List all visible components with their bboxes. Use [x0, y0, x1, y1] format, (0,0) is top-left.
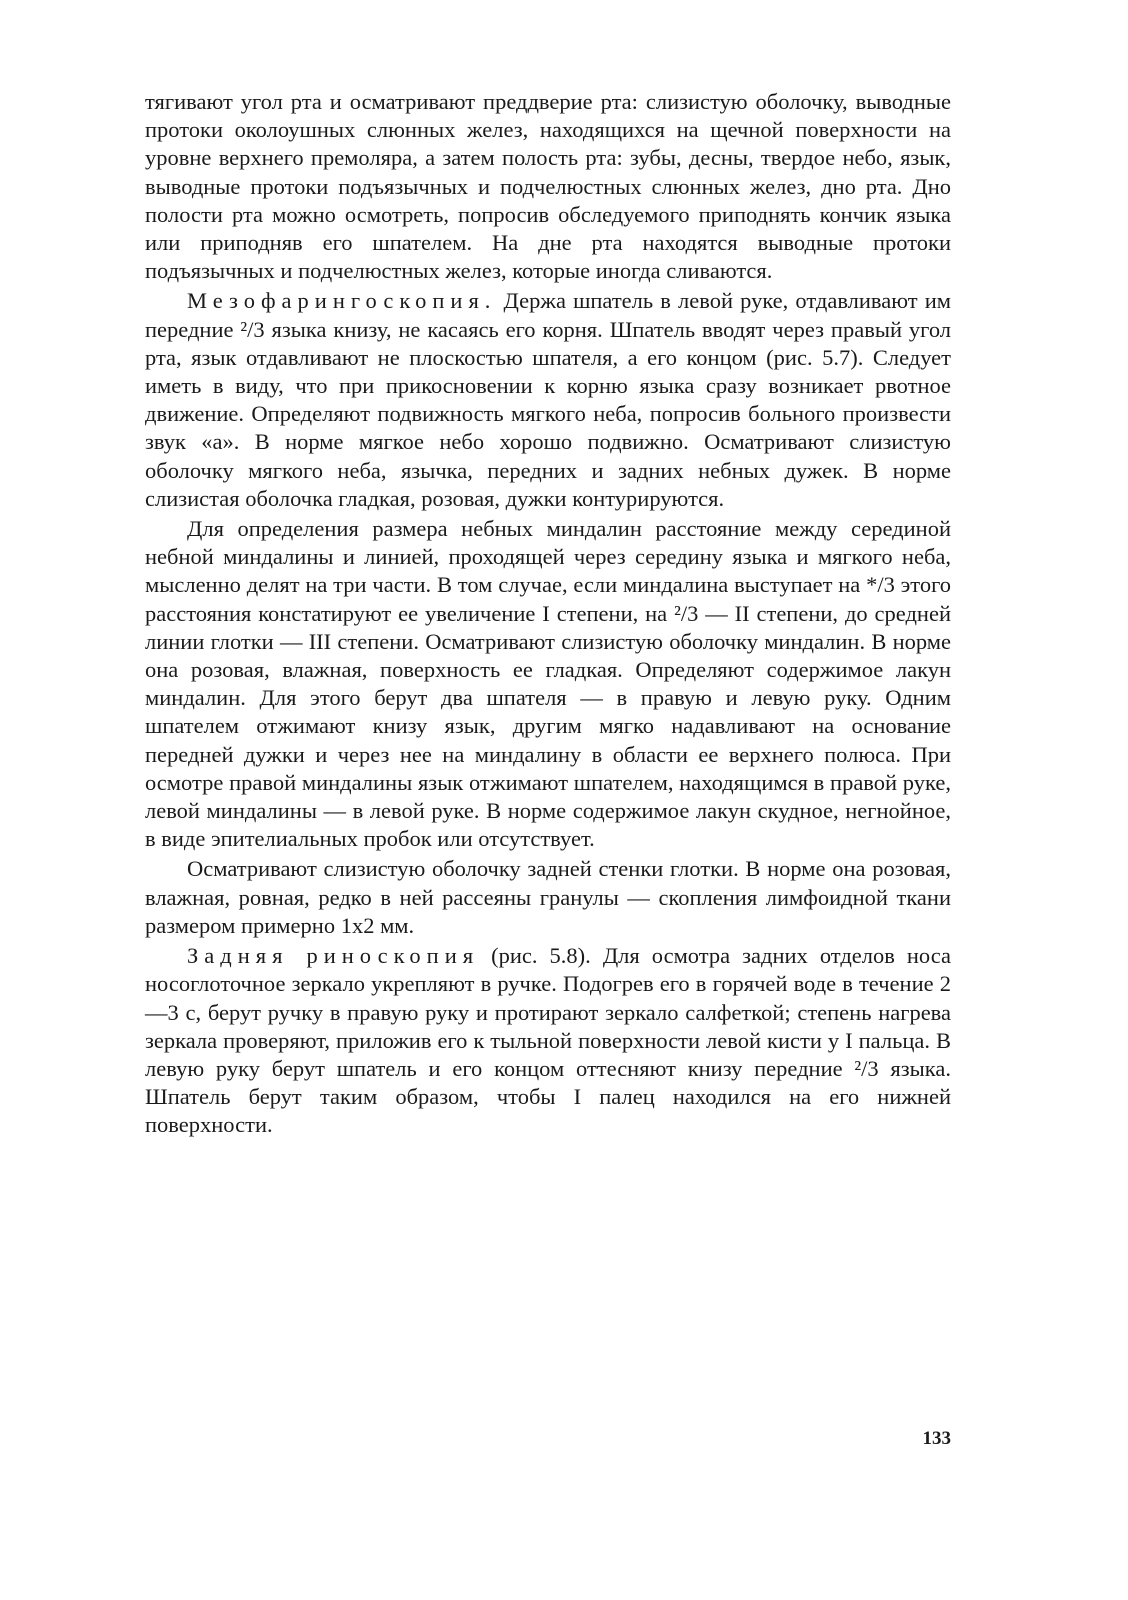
paragraph-tonsil-size [145, 515, 951, 853]
paragraph-posterior-rhinoscopy [145, 942, 951, 1139]
section-term: Задняя риноскопия [187, 943, 480, 969]
paragraph-mesopharyngoscopy [145, 287, 951, 513]
paragraph-text: Для определения размера небных миндалин расстояние между серединой небной миндалины и линией, проходящей через середину языка и мягкого неба, мысленно делят на три части. В том случае, если миндалина выступает на */3 этого расстояния констатируют ее увеличение I степени, на ²/3 — II степени, до средней линии глотки — III степени. Осматривают слизистую оболочку миндалин. В норме она розовая, влажная, поверхность ее гладкая. Определяют содержимое лакун миндалин. Для этого берут два шпателя — в правую и левую руку. Одним шпателем отжимают книзу язык, другим мягко надавливают на основание передней дужки и через нее на миндалину в области ее верхнего полюса. При осмотре правой миндалины язык отжимают шпателем, находящимся в правой руке, левой миндалины — в левой руке. В норме содержимое лакун скудное, негнойное, в виде эпителиальных пробок или отсутствует. [145, 516, 951, 852]
page-number: 133 [922, 1428, 951, 1449]
paragraph-pharynx-wall [145, 855, 951, 940]
paragraph-oral-cavity [145, 88, 951, 285]
paragraph-text: Держа шпатель в левой руке, отдавливают им передние ²/3 языка книзу, не касаясь его корня. Шпатель вводят через правый угол рта, язык отдавливают не плоскостью шпателя, а его концом (рис. 5.7). Следует иметь в виду, что при прикосновении к корню языка сразу возникает рвотное движение. Определяют подвижность мягкого неба, попросив больного произвести звук «а». В норме мягкое небо хорошо подвижно. Осматривают слизистую оболочку мягкого неба, язычка, передних и задних небных дужек. В норме слизистая оболочка гладкая, розовая, дужки контурируются. [145, 288, 951, 511]
page-body [145, 88, 951, 1140]
paragraph-text: тягивают угол рта и осматривают преддверие рта: слизистую оболочку, выводные протоки околоушных слюнных желез, находящихся на щечной поверхности на уровне верхнего премоляра, а затем полость рта: зубы, десны, твердое небо, язык, выводные протоки подъязычных и подчелюстных слюнных желез, дно рта. Дно полости рта можно осмотреть, попросив обследуемого приподнять кончик языка или приподняв его шпателем. На дне рта находятся выводные протоки подъязычных и подчелюстных желез, которые иногда сливаются. [145, 89, 951, 284]
paragraph-text: Осматривают слизистую оболочку задней стенки глотки. В норме она розовая, влажная, ровная, редко в ней рассеяны гранулы — скопления лимфоидной ткани размером примерно 1x2 мм. [145, 856, 951, 938]
section-term: Мезофарингоскопия. [187, 288, 497, 314]
paragraph-text: (рис. 5.8). Для осмотра задних отделов носа носоглоточное зеркало укрепляют в ручке. Подогрев его в горячей воде в течение 2—3 с, берут ручку в правую руку и протирают зеркало салфеткой; степень нагрева зеркала проверяют, приложив его к тыльной поверхности левой кисти у I пальца. В левую руку берут шпатель и его концом оттесняют книзу передние ²/3 языка. Шпатель берут таким образом, чтобы I палец находился на его нижней поверхности. [145, 943, 951, 1138]
